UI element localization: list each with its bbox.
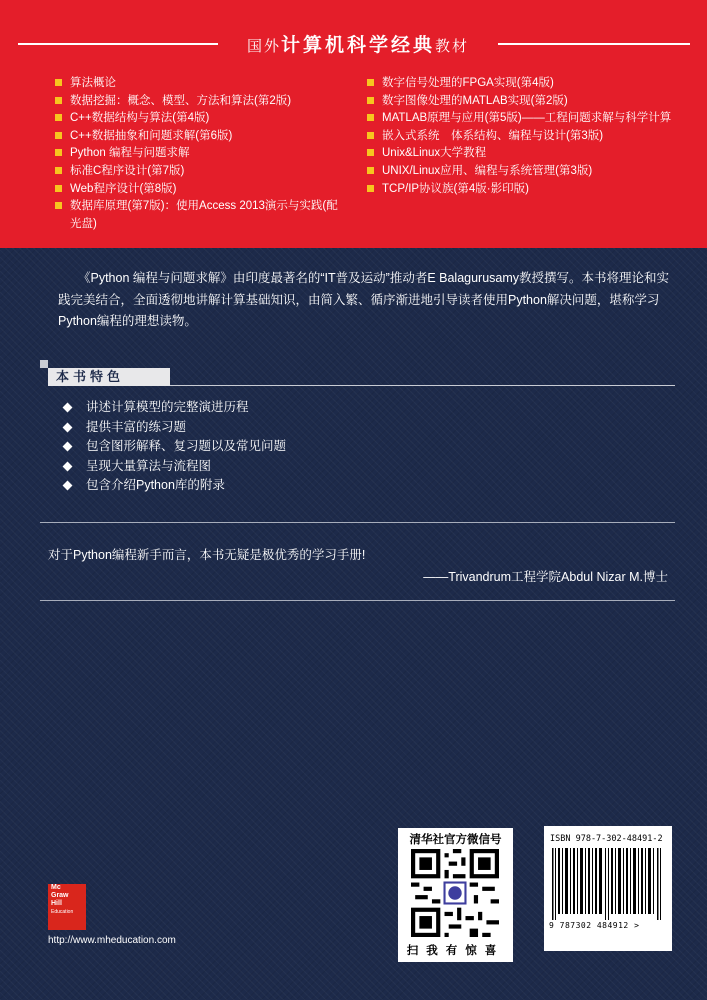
- heading-rule: [170, 385, 675, 386]
- book-title: Python 编程与问题求解: [70, 147, 190, 160]
- book-title: 数据库原理(第7版)：使用Access 2013演示与实践(配光盘): [70, 200, 338, 230]
- book-title: Web程序设计(第8版): [70, 182, 177, 195]
- book-title: 数据挖掘：概念、模型、方法和算法(第2版): [70, 94, 292, 107]
- book-item: [367, 93, 682, 111]
- diamond-bullet-icon: [63, 442, 73, 452]
- series-main-title: 计算机科学经典: [280, 35, 435, 56]
- series-suffix: 教材: [435, 38, 470, 55]
- divider: [40, 600, 675, 601]
- price-label: 定价：59.80元: [567, 938, 649, 952]
- book-list-left: [55, 75, 345, 233]
- diamond-bullet-icon: [63, 422, 73, 432]
- logo-line: Graw: [51, 892, 69, 899]
- book-title: MATLAB原理与应用(第5版)——工程问题求解与科学计算: [382, 112, 672, 125]
- banner-rule-left: [18, 43, 218, 45]
- feature-item: [62, 457, 622, 477]
- bullet-icon: [367, 114, 374, 121]
- book-item: [55, 163, 345, 181]
- bullet-icon: [55, 167, 62, 174]
- bullet-icon: [367, 185, 374, 192]
- features-list: [62, 398, 622, 496]
- feature-text: 包含图形解释、复习题以及常见问题: [86, 439, 287, 453]
- feature-item: [62, 476, 622, 496]
- diamond-bullet-icon: [63, 461, 73, 471]
- publisher-url: http://www.mheducation.com: [48, 935, 176, 946]
- book-item: [55, 93, 345, 111]
- book-item: [55, 128, 345, 146]
- qr-title: 清华社官方微信号: [409, 834, 502, 846]
- book-item: [367, 128, 682, 146]
- wechat-qr-panel: [398, 828, 513, 962]
- bullet-icon: [55, 185, 62, 192]
- divider: [40, 522, 675, 523]
- isbn-digits: 9 787302 484912 >: [549, 921, 640, 930]
- book-title: 算法概论: [70, 77, 116, 89]
- book-item: [55, 198, 345, 233]
- bullet-icon: [55, 132, 62, 139]
- qr-code-icon: [411, 849, 499, 937]
- book-title: Unix&Linux大学教程: [382, 147, 487, 160]
- features-heading-label: 本书特色: [48, 368, 170, 386]
- bullet-icon: [367, 167, 374, 174]
- book-introduction: 《Python 编程与问题求解》由印度最著名的“IT普及运动”推动者E Balagurusamy教授撰写。本书将理论和实践完美结合，全面透彻地讲解计算基础知识，由简入繁、循序渐进地引导读者使用Python解决问题，堪称学习Python编程的理想读物。: [58, 271, 670, 328]
- book-title: 数字图像处理的MATLAB实现(第2版): [382, 94, 568, 107]
- book-item: [367, 75, 682, 93]
- bullet-icon: [55, 149, 62, 156]
- bullet-icon: [55, 114, 62, 121]
- feature-text: 呈现大量算法与流程图: [86, 458, 212, 473]
- book-title: C++数据抽象和问题求解(第6版): [70, 129, 233, 142]
- book-item: [367, 181, 682, 199]
- endorsement-author: ——Trivandrum工程学院Abdul Nizar M.博士: [423, 570, 668, 584]
- diamond-bullet-icon: [63, 481, 73, 491]
- book-title: UNIX/Linux应用、编程与系统管理(第3版): [382, 164, 593, 177]
- book-title: 数字信号处理的FPGA实现(第4版): [382, 77, 554, 89]
- qr-caption: 扫我有惊喜: [406, 945, 505, 957]
- diamond-bullet-icon: [63, 403, 73, 413]
- heading-square-icon: [40, 360, 48, 368]
- features-heading: [40, 360, 675, 382]
- book-item: [55, 181, 345, 199]
- series-prefix: 国外: [246, 38, 281, 55]
- feature-text: 讲述计算模型的完整演进历程: [86, 400, 249, 414]
- bullet-icon: [367, 79, 374, 86]
- feature-item: [62, 418, 622, 438]
- series-title: [222, 30, 494, 57]
- banner-rule-right: [498, 43, 690, 45]
- publisher-logo: [48, 884, 86, 930]
- book-item: [367, 110, 682, 128]
- bullet-icon: [55, 97, 62, 104]
- bullet-icon: [367, 149, 374, 156]
- logo-line: Hill: [51, 900, 62, 907]
- endorsement-quote: 对于Python编程新手而言，本书无疑是极优秀的学习手册!: [48, 548, 366, 562]
- bullet-icon: [367, 97, 374, 104]
- feature-text: 包含介绍Python库的附录: [86, 478, 225, 492]
- book-item: [55, 110, 345, 128]
- book-list-right: [367, 75, 682, 198]
- book-item: [367, 163, 682, 181]
- barcode-icon: [552, 848, 662, 920]
- bullet-icon: [367, 132, 374, 139]
- book-title: TCP/IP协议族(第4版·影印版): [382, 182, 529, 195]
- logo-line: Mc: [51, 884, 61, 891]
- feature-text: 提供丰富的练习题: [86, 419, 187, 434]
- feature-item: [62, 398, 622, 418]
- book-item: [367, 145, 682, 163]
- isbn-barcode: [544, 826, 672, 951]
- bullet-icon: [55, 202, 62, 209]
- book-item: [55, 75, 345, 93]
- book-item: [55, 145, 345, 163]
- book-title: 标准C程序设计(第7版): [70, 164, 185, 177]
- book-title: 嵌入式系统 体系结构、编程与设计(第3版): [382, 129, 604, 142]
- book-title: C++数据结构与算法(第4版): [70, 112, 210, 125]
- isbn-number: ISBN 978-7-302-48491-2: [550, 834, 663, 844]
- logo-line: Education: [51, 909, 74, 915]
- bullet-icon: [55, 79, 62, 86]
- feature-item: [62, 437, 622, 457]
